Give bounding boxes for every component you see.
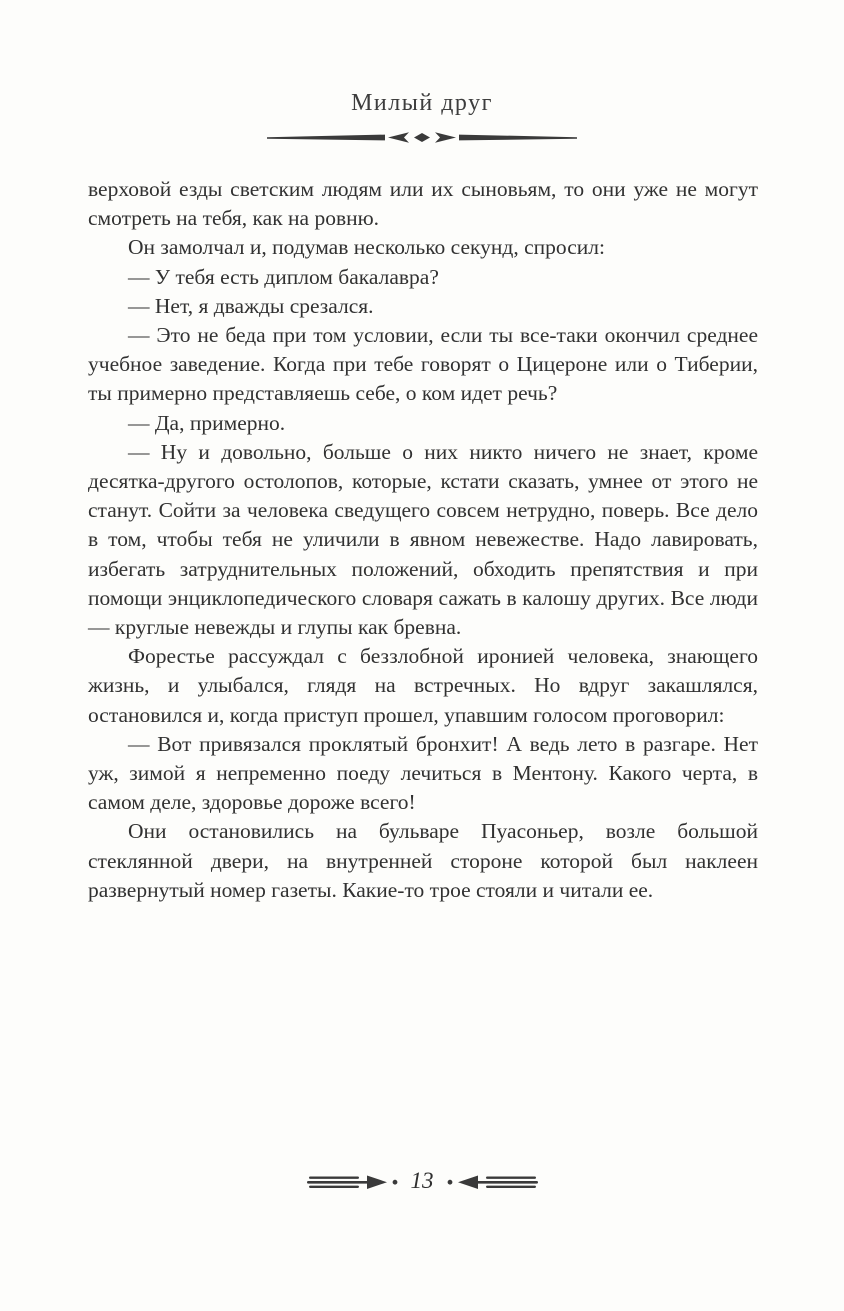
paragraph: Он замолчал и, подумав несколько секунд, спросил: bbox=[128, 235, 605, 260]
book-title: Милый друг bbox=[351, 90, 493, 116]
paragraph: верховой езды светским людям или их сыновьям, то они уже не могут смотреть на тебя, как на ровню. bbox=[88, 177, 758, 231]
page-number: 13 bbox=[410, 1168, 434, 1193]
header-divider-ornament bbox=[0, 129, 844, 147]
footer-ornament-left-icon bbox=[307, 1173, 399, 1191]
paragraph: — Нет, я дважды срезался. bbox=[128, 293, 374, 318]
paragraph: — У тебя есть диплом бакалавра? bbox=[128, 264, 439, 289]
paragraph: — Да, примерно. bbox=[128, 410, 286, 435]
running-head bbox=[0, 0, 844, 147]
paragraph: — Вот привязался проклятый бронхит! А ведь лето в разгаре. Нет уж, зимой я непременно поеду лечиться в Ментону. Какого черта, в самом деле, здоровье дороже всего! bbox=[88, 731, 758, 815]
footer-ornament-right-icon bbox=[446, 1173, 538, 1191]
paragraph: Они остановились на бульваре Пуасоньер, возле большой стеклянной двери, на внутренней стороне которой был наклеен развернутый номер газеты. Какие-то трое стояли и читали ее. bbox=[88, 819, 758, 902]
paragraph: — Это не беда при том условии, если ты все-таки окончил среднее учебное заведение. Когда при тебе говорят о Цицероне или о Тиберии, ты примерно представляешь себе, о ком идет речь? bbox=[88, 323, 758, 406]
page-text bbox=[0, 147, 844, 905]
page-footer bbox=[0, 1169, 844, 1195]
paragraph: Форестье рассуждал с беззлобной иронией человека, знающего жизнь, и улыбался, глядя на встречных. Но вдруг закашлялся, остановился и, когда приступ прошел, упавшим голосом проговорил: bbox=[88, 644, 758, 727]
divider-ornament-icon bbox=[267, 129, 577, 147]
paragraph: — Ну и довольно, больше о них никто ничего не знает, кроме десятка-другого остолопов, которые, кстати сказать, умнее от этого не станут. Сойти за человека сведущего совсем нетрудно, поверь. Все дело в том, чтобы тебя не уличили в явном невежестве. Надо лавировать, избегать затруднительных положений, обходить препятствия и при помощи энциклопедического словаря сажать в калошу других. Все люди — круглые невежды и глупы как бревна. bbox=[88, 439, 758, 640]
